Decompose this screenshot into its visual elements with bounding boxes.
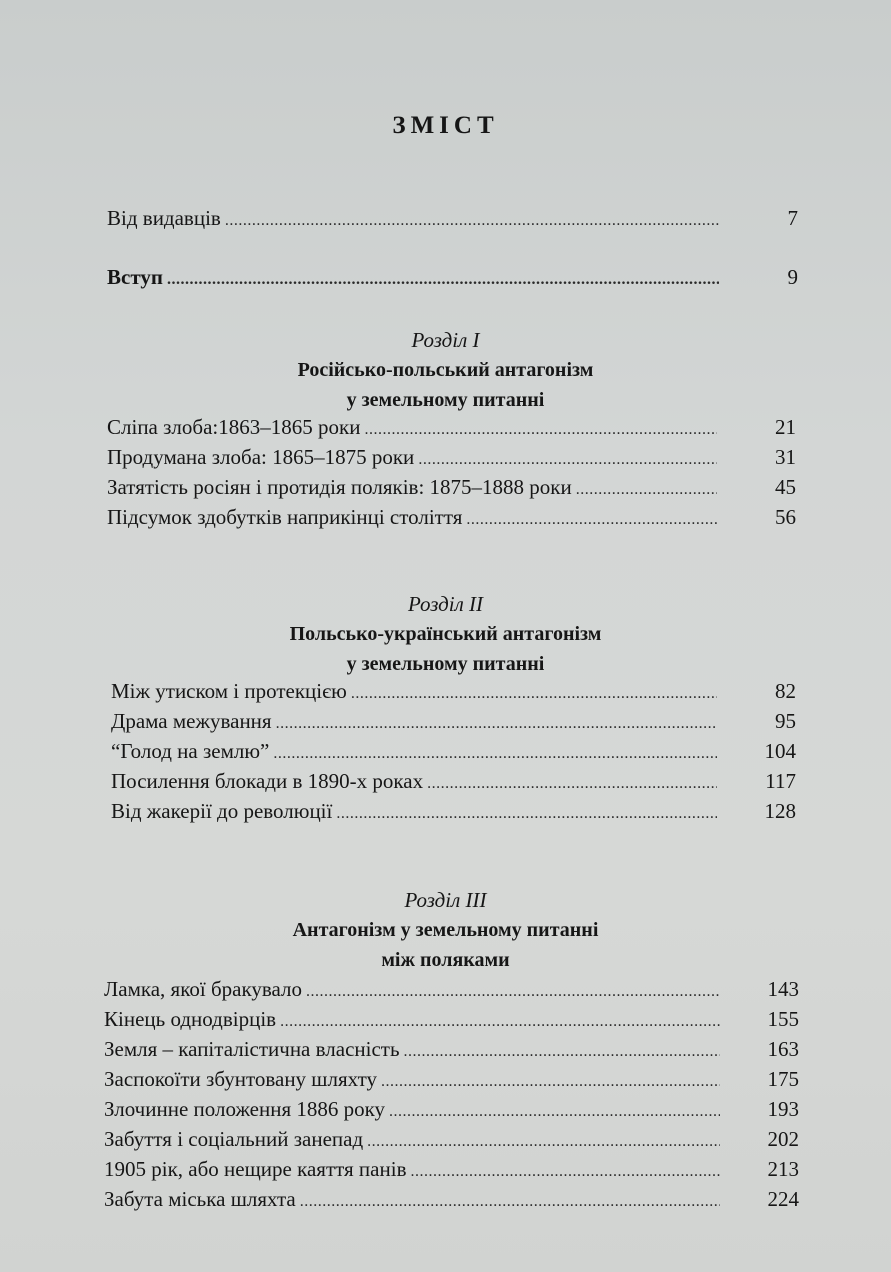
toc-entry-page: 104 [764,739,796,763]
toc-entry-label: Вступ [107,265,163,289]
section-heading-line2: у земельному питанні [346,389,545,411]
leader-dots [404,1037,720,1067]
toc-entry [104,1004,799,1034]
toc-entry [104,1154,799,1184]
toc-entry-label: 1905 рік, або нещире каяття панів [104,1157,407,1181]
toc-entry-label: Драма межування [111,709,272,733]
toc-entry-page: 45 [775,475,796,499]
toc-entry-label: Заспокоїти збунтовану шляхту [104,1067,377,1091]
section-caption: Розділ III [404,888,487,912]
toc-entry-label: Кінець однодвірців [104,1007,277,1031]
toc-entry-label: Земля – капіталістична власність [104,1037,400,1061]
leader-dots [367,1127,720,1157]
section-heading-line1: Антагонізм у земельному питанні [292,919,599,941]
toc-entry-label: Забуття і соціальний занепад [104,1127,364,1151]
toc-entry-page: 175 [767,1067,799,1091]
leader-dots [418,445,717,475]
toc-entry [107,502,796,532]
leader-dots [167,265,719,295]
toc-entry [104,1094,799,1124]
toc-entry [111,676,796,706]
section-heading-line2: між поляками [381,949,510,971]
toc-entry-page: 128 [764,799,796,823]
toc-entry [104,1184,799,1214]
toc-entry-label: Сліпа злоба:1863–1865 роки [107,415,361,439]
toc-entry-page: 213 [767,1157,799,1181]
leader-dots [427,769,717,799]
toc-entry-page: 82 [775,679,796,703]
leader-dots [410,1157,720,1187]
leader-dots [389,1097,720,1127]
toc-entry-label: Від видавців [107,206,221,230]
leader-dots [225,206,719,236]
toc-entry-label: Ламка, якої бракувало [104,977,302,1001]
toc-entry-page: 21 [775,415,796,439]
toc-entry-label: Злочинне положення 1886 року [104,1097,386,1121]
toc-entry [111,706,796,736]
toc-entry-page: 7 [787,206,798,230]
toc-entry-page: 31 [775,445,796,469]
leader-dots [364,415,717,445]
leader-dots [336,799,717,829]
toc-entry-page: 143 [767,977,799,1001]
toc-entry-label: Від жакерії до революції [111,799,333,823]
section-heading-line1: Польсько-український антагонізм [289,623,602,645]
leader-dots [273,739,717,769]
toc-entry-publishers [107,203,798,233]
leader-dots [280,1007,720,1037]
toc-entry [111,736,796,766]
leader-dots [276,709,717,739]
page-title: ЗМІСТ [392,112,499,139]
section-heading-line2: у земельному питанні [346,653,545,675]
toc-entry-page: 224 [767,1187,799,1211]
toc-entry-page: 163 [767,1037,799,1061]
section-caption: Розділ I [411,328,480,352]
toc-entry-label: Підсумок здобутків наприкінці століття [107,505,463,529]
leader-dots [576,475,717,505]
toc-entry-page: 155 [767,1007,799,1031]
toc-entry-label: Затятість росіян і протидія поляків: 1875–1888 роки [107,475,572,499]
toc-entry [104,974,799,1004]
leader-dots [381,1067,720,1097]
toc-entry [111,796,796,826]
toc-entry-introduction [107,262,798,292]
toc-entry-page: 56 [775,505,796,529]
leader-dots [300,1187,720,1217]
toc-entry-page: 95 [775,709,796,733]
toc-entry [107,412,796,442]
toc-entry [107,442,796,472]
toc-entry-label: Посилення блокади в 1890-х роках [111,769,424,793]
toc-entry-page: 9 [787,265,798,289]
toc-entry-label: Продумана злоба: 1865–1875 роки [107,445,415,469]
toc-entry-label: Забута міська шляхта [104,1187,296,1211]
section-caption: Розділ II [407,592,484,616]
toc-entry-label: “Голод на землю” [111,739,270,763]
toc-entry-page: 202 [767,1127,799,1151]
toc-entry-label: Між утиском і протекцією [111,679,347,703]
toc-entry-page: 193 [767,1097,799,1121]
toc-entry [107,472,796,502]
toc-entry [104,1034,799,1064]
toc-entry-page: 117 [765,769,796,793]
toc-entry [111,766,796,796]
leader-dots [351,679,717,709]
toc-entry [104,1124,799,1154]
toc-entry [104,1064,799,1094]
leader-dots [466,505,717,535]
leader-dots [306,977,720,1007]
section-heading-line1: Російсько-польський антагонізм [297,359,594,381]
